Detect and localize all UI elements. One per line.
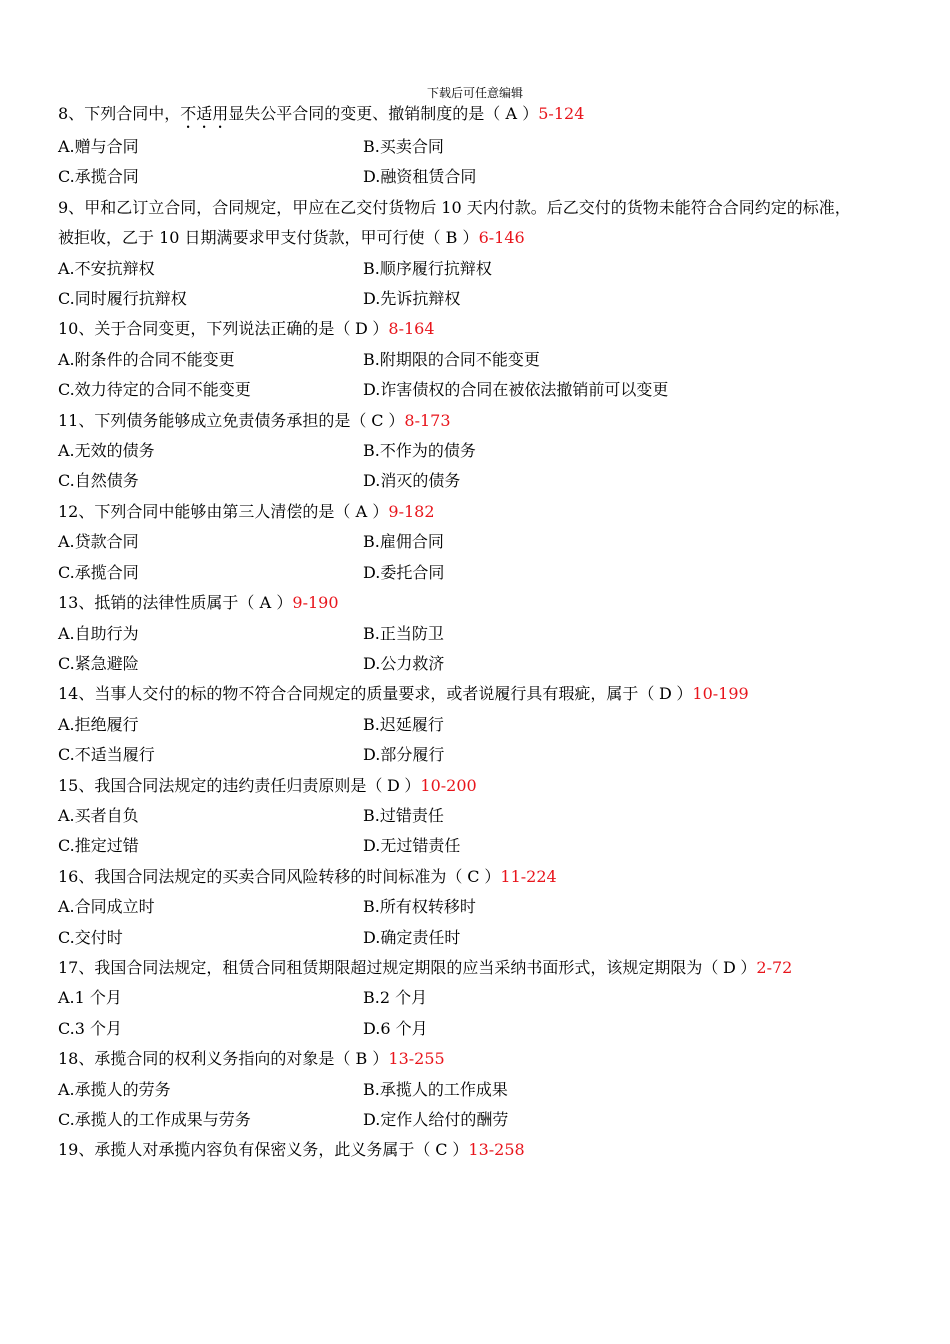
option-row — [58, 892, 888, 922]
option-d: D.定作人给付的酬劳 — [363, 1110, 509, 1129]
text: 8、 — [58, 104, 85, 123]
answer: A — [355, 501, 368, 521]
option-b: B.雇佣合同 — [363, 532, 444, 552]
option-b: B.2 个月 — [363, 988, 428, 1008]
text: 甲和乙订立合同，合同规定，甲应在乙交付货物后 10 天内付款。后乙交付的货物未能符合合同约定的标准， — [84, 197, 851, 217]
text: ） — [276, 593, 293, 613]
option-b: B.过错责任 — [363, 805, 444, 825]
answer: B — [355, 1049, 368, 1069]
text: 12、 — [58, 501, 95, 521]
option-a: A.贷款合同 — [58, 532, 139, 552]
option-d: D.消灭的债务 — [363, 471, 461, 491]
text: 下列债务能够成立免责债务承担的是（ — [94, 410, 367, 430]
option-b: B.顺序履行抗辩权 — [363, 258, 492, 278]
text: 承揽合同的权利义务指向的对象是（ — [94, 1049, 351, 1069]
answer: D — [354, 319, 368, 339]
text: 9、 — [58, 197, 85, 217]
option-row — [58, 1075, 888, 1105]
option-d: D.确定责任时 — [363, 927, 461, 947]
option-c: C.不适当履行 — [58, 745, 155, 765]
page-ref: 11-224 — [500, 866, 557, 886]
option-d: D.部分履行 — [363, 745, 445, 765]
text: 抵销的法律性质属于（ — [94, 593, 255, 613]
option-row — [58, 132, 888, 162]
question-9-continued — [58, 223, 888, 253]
answer: D — [386, 775, 400, 795]
page-header: 下载后可任意编辑 — [426, 86, 523, 100]
option-d: D.委托合同 — [363, 562, 445, 582]
option-row — [58, 740, 888, 770]
option-b: B.买卖合同 — [363, 137, 444, 156]
option-c: C.同时履行抗辩权 — [58, 289, 187, 309]
option-row — [58, 375, 888, 405]
page-ref: 2-72 — [756, 957, 793, 977]
option-row — [58, 619, 888, 649]
option-row — [58, 436, 888, 466]
question-15 — [58, 771, 888, 801]
page-ref: 5-124 — [538, 104, 585, 123]
option-row — [58, 284, 888, 314]
text: 18、 — [58, 1049, 95, 1069]
text: 下列合同中， — [84, 104, 181, 123]
answer: D — [722, 957, 736, 977]
page-ref: 6-146 — [478, 228, 525, 248]
answer: C — [467, 866, 480, 886]
option-row — [58, 923, 888, 953]
question-list — [58, 99, 888, 1166]
option-row — [58, 1014, 888, 1044]
text: 承揽人对承揽内容负有保密义务，此义务属于（ — [94, 1140, 431, 1160]
text: 11、 — [58, 410, 95, 430]
option-a: A.合同成立时 — [58, 897, 155, 917]
option-c: C.推定过错 — [58, 836, 139, 856]
text: ） — [462, 228, 479, 248]
text: 16、 — [58, 866, 95, 886]
option-row — [58, 1105, 888, 1135]
text: 19、 — [58, 1140, 95, 1160]
question-9 — [58, 193, 888, 223]
answer: C — [435, 1140, 448, 1160]
option-row — [58, 345, 888, 375]
page-ref: 13-255 — [388, 1049, 445, 1069]
text: ） — [372, 319, 389, 339]
page-ref: 8-173 — [404, 410, 451, 430]
option-d: D.融资租赁合同 — [363, 167, 477, 187]
option-d: D.先诉抗辩权 — [363, 289, 461, 309]
option-b: B.迟延履行 — [363, 714, 444, 734]
text: ） — [388, 410, 405, 430]
question-8 — [58, 99, 888, 132]
text: ） — [372, 501, 389, 521]
page-ref: 10-200 — [420, 775, 477, 795]
text: 13、 — [58, 593, 95, 613]
option-a: A.自助行为 — [58, 623, 139, 643]
option-row — [58, 466, 888, 496]
option-c: C.承揽合同 — [58, 167, 139, 187]
text: 15、 — [58, 775, 95, 795]
answer: B — [445, 228, 458, 248]
text: 关于合同变更，下列说法正确的是（ — [94, 319, 351, 339]
option-a: A.不安抗辩权 — [58, 258, 155, 278]
text: 10、 — [58, 319, 95, 339]
page-ref: 9-190 — [292, 593, 339, 613]
option-b: B.正当防卫 — [363, 623, 444, 643]
question-10 — [58, 314, 888, 344]
text: 我国合同法规定，租赁合同租赁期限超过规定期限的应当采纳书面形式，该规定期限为（ — [94, 957, 719, 977]
option-c: C.承揽合同 — [58, 562, 139, 582]
option-a: A.拒绝履行 — [58, 714, 139, 734]
option-row — [58, 831, 888, 861]
option-row — [58, 649, 888, 679]
option-d: D.诈害债权的合同在被依法撤销前可以变更 — [363, 380, 669, 400]
option-row — [58, 983, 888, 1013]
option-a: A.1 个月 — [58, 988, 122, 1008]
emphasis-text: 不适用 — [180, 104, 229, 123]
text: ） — [676, 684, 693, 704]
page-ref: 9-182 — [388, 501, 435, 521]
option-d: D.6 个月 — [363, 1018, 428, 1038]
answer: A — [259, 593, 272, 613]
text: 被拒收，乙于 10 日期满要求甲支付货款，甲可行使（ — [58, 228, 441, 248]
option-d: D.无过错责任 — [363, 836, 461, 856]
option-b: B.不作为的债务 — [363, 441, 476, 461]
option-c: C.紧急避险 — [58, 653, 139, 673]
option-row — [58, 710, 888, 740]
question-19 — [58, 1135, 888, 1165]
option-c: C.3 个月 — [58, 1018, 123, 1038]
text: 显失公平合同的变更、撤销制度的是（ — [228, 104, 501, 123]
answer: D — [658, 684, 672, 704]
option-a: A.无效的债务 — [58, 441, 155, 461]
answer: C — [371, 410, 384, 430]
text: 当事人交付的标的物不符合合同规定的质量要求，或者说履行具有瑕疵，属于（ — [94, 684, 655, 704]
question-14 — [58, 679, 888, 709]
text: ） — [372, 1049, 389, 1069]
option-c: C.效力待定的合同不能变更 — [58, 380, 251, 400]
option-c: C.交付时 — [58, 927, 123, 947]
option-b: B.附期限的合同不能变更 — [363, 349, 540, 369]
option-d: D.公力救济 — [363, 653, 445, 673]
text: 17、 — [58, 957, 95, 977]
text: 下列合同中能够由第三人清偿的是（ — [94, 501, 351, 521]
text: 我国合同法规定的违约责任归责原则是（ — [94, 775, 383, 795]
option-a: A.赠与合同 — [58, 137, 139, 156]
option-a: A.买者自负 — [58, 805, 139, 825]
page-ref: 10-199 — [692, 684, 749, 704]
option-b: B.承揽人的工作成果 — [363, 1079, 508, 1099]
question-17 — [58, 953, 888, 983]
question-13 — [58, 588, 888, 618]
text: 14、 — [58, 684, 95, 704]
option-b: B.所有权转移时 — [363, 897, 476, 917]
option-row — [58, 527, 888, 557]
answer: A — [505, 104, 518, 123]
text: ） — [740, 957, 757, 977]
option-c: C.自然债务 — [58, 471, 139, 491]
text: ） — [522, 104, 539, 123]
option-c: C.承揽人的工作成果与劳务 — [58, 1110, 251, 1129]
text: ） — [484, 866, 501, 886]
option-row — [58, 254, 888, 284]
option-row — [58, 801, 888, 831]
text: ） — [404, 775, 421, 795]
question-12 — [58, 497, 888, 527]
page-ref: 8-164 — [388, 319, 435, 339]
option-a: A.附条件的合同不能变更 — [58, 349, 235, 369]
option-a: A.承揽人的劳务 — [58, 1079, 171, 1099]
page-ref: 13-258 — [468, 1140, 525, 1160]
text: ） — [452, 1140, 469, 1160]
option-row — [58, 558, 888, 588]
question-11 — [58, 406, 888, 436]
option-row — [58, 162, 888, 192]
question-16 — [58, 862, 888, 892]
question-18 — [58, 1044, 888, 1074]
text: 我国合同法规定的买卖合同风险转移的时间标准为（ — [94, 866, 463, 886]
